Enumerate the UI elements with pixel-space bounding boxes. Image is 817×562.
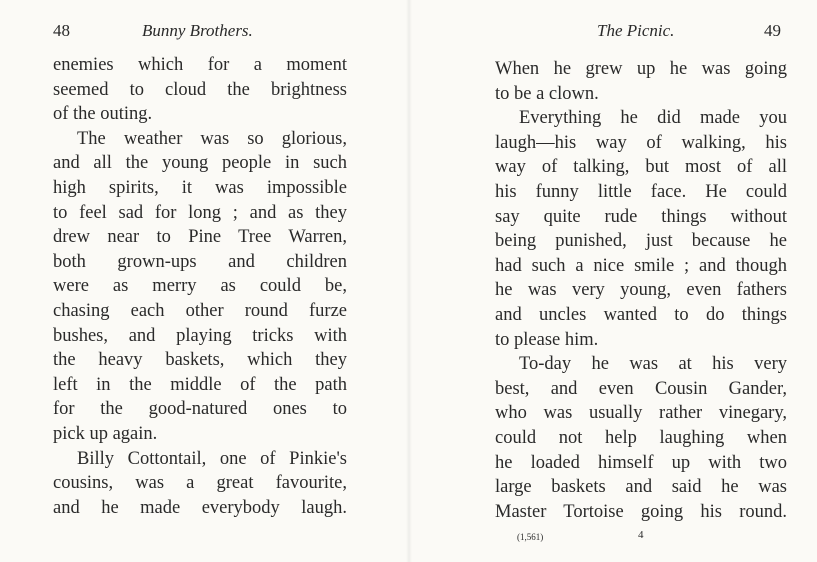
text-line: and all the young people in such	[53, 153, 347, 174]
text-line: to please him.	[495, 329, 599, 350]
text-line: the heavy baskets, which they	[53, 350, 347, 371]
text-line: had such a nice smile ; and though	[495, 255, 787, 276]
left-running-title: Bunny Brothers.	[142, 21, 253, 40]
text-line: cousins, was a great favourite,	[53, 473, 347, 494]
text-line: of the outing.	[53, 104, 153, 125]
text-line: and he made everybody laugh.	[53, 497, 347, 518]
text-line: pick up again.	[53, 423, 158, 444]
text-line: both grown-ups and children	[53, 251, 347, 272]
right-page-number: 49	[764, 21, 781, 40]
right-page-body	[495, 57, 787, 524]
text-line: laugh—his way of walking, his	[495, 132, 787, 153]
signature-mark: 4	[638, 529, 644, 541]
right-page	[412, 0, 817, 562]
text-line: seemed to cloud the brightness	[53, 79, 347, 100]
text-line: enemies which for a moment	[53, 55, 347, 75]
left-page	[0, 0, 406, 562]
text-line: chasing each other round furze	[53, 300, 347, 321]
text-line: who was usually rather vinegary,	[495, 403, 787, 424]
text-line: To-day he was at his very	[519, 354, 787, 375]
left-page-body	[53, 53, 347, 520]
printer-mark: (1,561)	[517, 532, 544, 542]
text-line: he loaded himself up with two	[495, 452, 787, 473]
text-line: Everything he did made you	[519, 108, 787, 129]
text-line: were as merry as could be,	[53, 276, 347, 297]
text-line: and uncles wanted to do things	[495, 304, 787, 325]
text-line: The weather was so glorious,	[77, 128, 347, 149]
text-line: Billy Cottontail, one of Pinkie's	[77, 448, 347, 469]
text-line: being punished, just because he	[495, 231, 787, 252]
text-line: could not help laughing when	[495, 427, 787, 448]
text-line: he was very young, even fathers	[495, 280, 787, 301]
text-line: way of talking, but most of all	[495, 157, 787, 178]
text-line: best, and even Cousin Gander,	[495, 378, 787, 399]
text-line: drew near to Pine Tree Warren,	[53, 227, 347, 248]
text-line: high spirits, it was impossible	[53, 177, 347, 198]
text-line: left in the middle of the path	[53, 374, 347, 395]
text-line: bushes, and playing tricks with	[53, 325, 347, 346]
text-line: to be a clown.	[495, 83, 599, 104]
left-page-number: 48	[53, 21, 70, 40]
text-line: Master Tortoise going his round.	[495, 501, 787, 522]
text-line: When he grew up he was going	[495, 59, 787, 79]
text-line: say quite rude things without	[495, 206, 787, 227]
text-line: for the good-natured ones to	[53, 399, 347, 420]
right-running-title: The Picnic.	[597, 21, 675, 40]
text-line: large baskets and said he was	[495, 477, 787, 498]
text-line: to feel sad for long ; and as they	[53, 202, 347, 223]
text-line: his funny little face. He could	[495, 181, 787, 202]
